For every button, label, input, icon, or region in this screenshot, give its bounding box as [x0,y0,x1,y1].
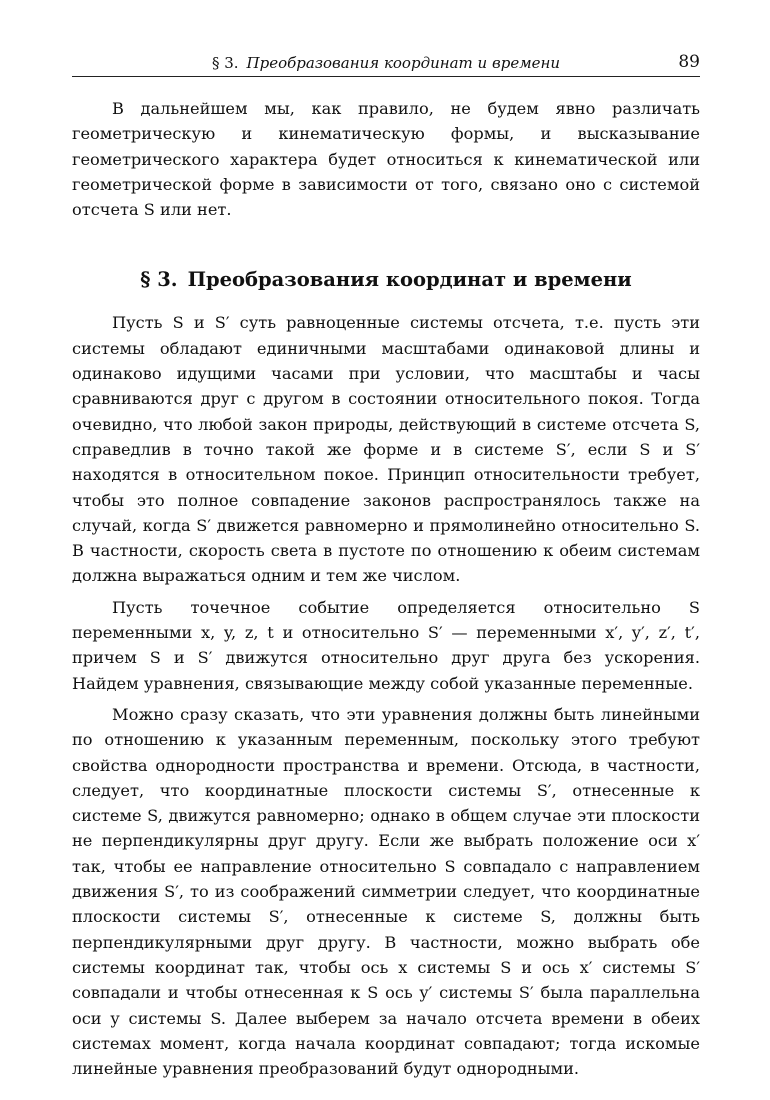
section-title: Преобразования координат и времени [187,268,632,292]
paragraph-2: Пусть точечное событие определяется относительно S переменными x, y, z, t и относительно S′ — переменными x′, y′, z′, t′, причем S и S′ движутся относительно друг друга без ускорения. Найдем уравнения, связывающие между собой указанные переменные. [72,597,700,693]
paragraph-1: Пусть S и S′ суть равноценные системы отсчета, т.е. пусть эти системы обладают единичными масштабами одинаковой длины и одинаково идущими часами при условии, что масштабы и часы сравниваются друг с другом в состоянии относительного покоя. Тогда очевидно, что любой закон природы, действующий в системе отсчета S, справедлив в точно такой же форме и в системе S′, если S и S′ находятся в относительном покое. Принцип относительности требует, чтобы это полное совпадение законов распространялось также на случай, когда S′ движется равномерно и прямолинейно относительно S. В частности, скорость света в пустоте по отношению к обеим системам должна выражаться одним и тем же числом. [72,313,700,586]
running-header-text: Преобразования координат и времени [246,54,561,72]
running-header-section: § 3. [211,54,239,72]
paragraph-3: Можно сразу сказать, что эти уравнения должны быть линейными по отношению к указанным переменным, поскольку этого требуют свойства однородности пространства и времени. Отсюда, в частности, следует, что координатные плоскости системы S′, отнесенные к системе S, движутся равномерно; однако в общем случае эти плоскости не перпендикулярны друг другу. Если же выбрать положение оси x′ так, чтобы ее направление относительно S совпадало с направлением движения S′, то из соображений симметрии следует, что координатные плоскости системы S′, отнесенные к системе S, должны быть перпендикулярными друг другу. В частности, можно выбрать обе системы координат так, чтобы ось x системы S и ось x′ системы S′ совпадали и чтобы отнесенная к S ось y′ системы S′ была параллельна оси y системы S. Далее выберем за начало отсчета времени в обеих системах момент, когда начала координат совпадают; тогда искомые линейные уравнения преобразований будут однородными. [72,704,700,1079]
running-header-title [72,54,700,72]
section-number: § 3. [140,268,178,292]
section-heading [72,266,700,294]
intro-paragraph: В дальнейшем мы, как правило, не будем явно различать геометрическую и кинематическую формы, и высказывание геометрического характера будет относиться к кинематической или геометрической форме в зависимости от того, связано оно с системой отсчета S или нет. [72,99,700,220]
body-text [72,96,700,1081]
page-number: 89 [678,52,700,72]
running-header [72,52,700,77]
